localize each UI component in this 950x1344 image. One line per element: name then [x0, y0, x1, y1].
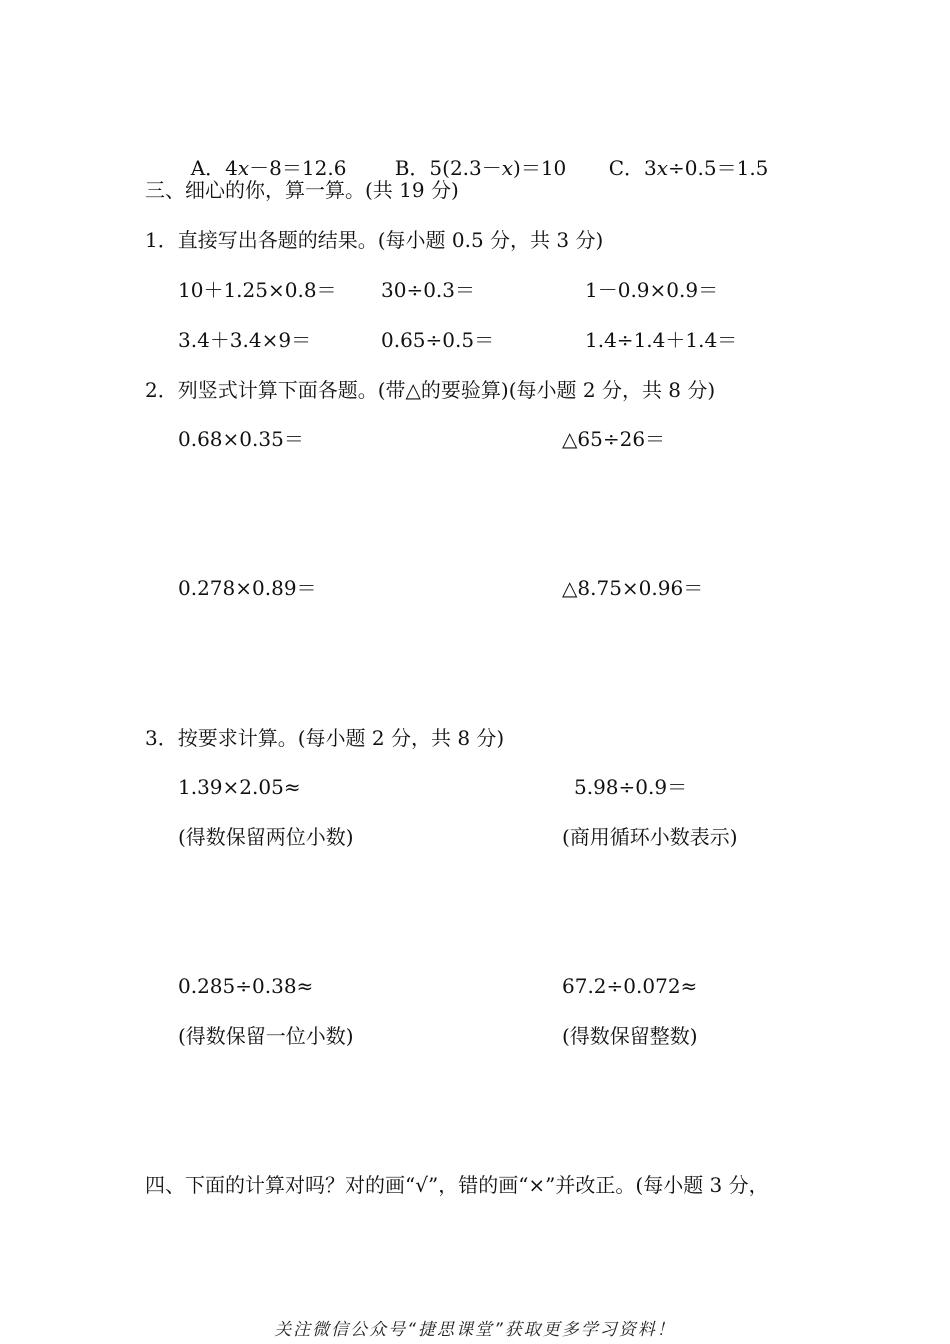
q3-item: 67.2÷0.072≈ — [562, 974, 698, 998]
question-1-title: 1．直接写出各题的结果。(每小题 0.5 分，共 3 分) — [145, 228, 604, 252]
choice-c: C．3x÷0.5＝1.5 — [608, 156, 769, 180]
q1-item: 0.65÷0.5＝ — [381, 328, 495, 352]
choice-a: A．4x－8＝12.6 — [190, 156, 347, 180]
question-3-title: 3．按要求计算。(每小题 2 分，共 8 分) — [145, 726, 505, 750]
q1-item: 30÷0.3＝ — [381, 278, 476, 302]
q2-item: △65÷26＝ — [562, 427, 666, 451]
q2-item: 0.278×0.89＝ — [178, 576, 317, 600]
q3-item: 1.39×2.05≈ — [178, 775, 301, 799]
q3-note: (得数保留两位小数) — [178, 825, 354, 849]
q3-note: (商用循环小数表示) — [562, 825, 738, 849]
q3-item: 0.285÷0.38≈ — [178, 974, 314, 998]
question-2-title: 2．列竖式计算下面各题。(带△的要验算)(每小题 2 分，共 8 分) — [145, 378, 716, 402]
q3-item: 5.98÷0.9＝ — [574, 775, 688, 799]
choice-b: B．5(2.3－x)＝10 — [394, 156, 567, 180]
q3-note: (得数保留一位小数) — [178, 1024, 354, 1048]
footer-promo: 关注微信公众号“捷思课堂”获取更多学习资料！ — [274, 1320, 676, 1340]
q2-item: △8.75×0.96＝ — [562, 576, 704, 600]
section-4-title: 四、下面的计算对吗？对的画“√”，错的画“×”并改正。(每小题 3 分， — [145, 1173, 769, 1197]
q1-item: 3.4＋3.4×9＝ — [178, 328, 312, 352]
q1-item: 1－0.9×0.9＝ — [585, 278, 719, 302]
choice-options-row — [178, 126, 346, 182]
q1-item: 10＋1.25×0.8＝ — [178, 278, 337, 302]
q2-item: 0.68×0.35＝ — [178, 427, 304, 451]
q1-item: 1.4÷1.4＋1.4＝ — [585, 328, 738, 352]
q3-note: (得数保留整数) — [562, 1024, 698, 1048]
section-3-title: 三、细心的你，算一算。(共 19 分) — [145, 178, 459, 202]
